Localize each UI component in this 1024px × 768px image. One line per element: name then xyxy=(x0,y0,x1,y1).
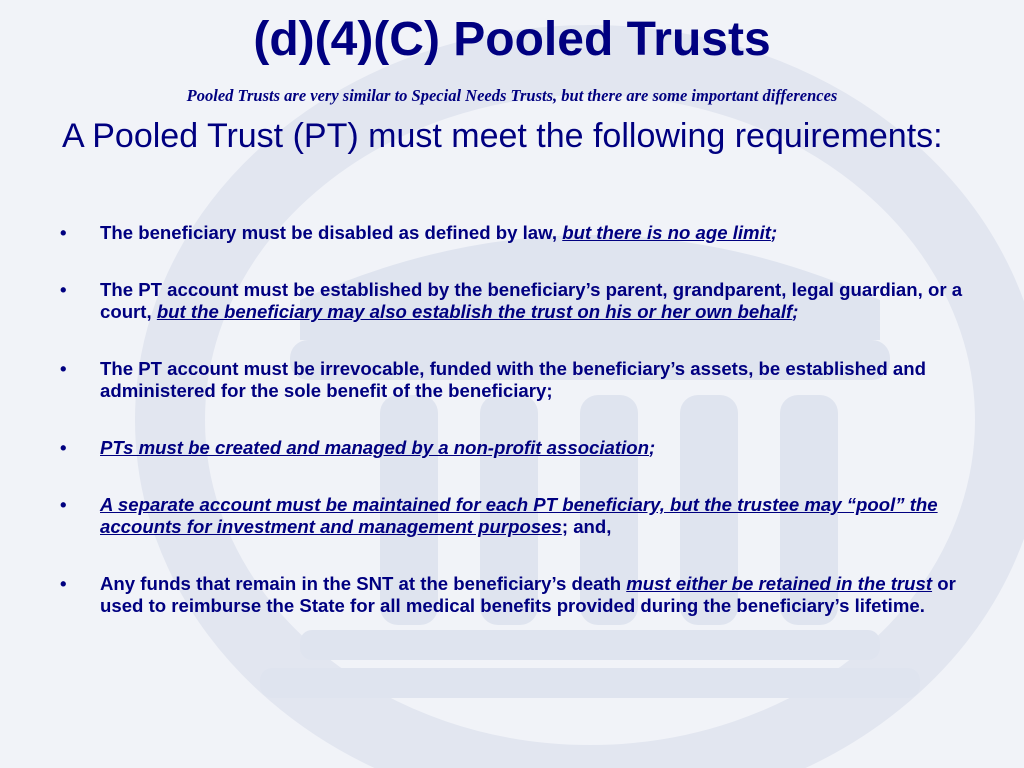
bullet-punctuation: ; xyxy=(770,222,778,243)
list-item xyxy=(60,437,965,459)
bullet-icon: • xyxy=(60,222,67,243)
slide-subtitle: Pooled Trusts are very similar to Special Needs Trusts, but there are some important differences xyxy=(186,86,838,105)
list-item xyxy=(60,358,965,402)
bullet-punctuation: ; xyxy=(792,301,799,322)
bullet-emphasis: but the beneficiary may also establish the trust on his or her own behalf xyxy=(156,301,793,322)
requirements-heading: A Pooled Trust (PT) must meet the following requirements: xyxy=(62,117,943,155)
bullet-emphasis: but there is no age limit xyxy=(562,222,771,243)
bullet-text: The PT account must be established by the beneficiary’s parent, grandparent, legal guardian, or a court, xyxy=(100,279,963,322)
slide-title: (d)(4)(C) Pooled Trusts xyxy=(253,13,771,66)
bullet-trailing-text: ; and, xyxy=(561,516,612,537)
bullet-icon: • xyxy=(60,573,67,594)
bullet-icon: • xyxy=(60,279,67,300)
bullet-icon: • xyxy=(60,358,67,379)
bullet-text: The PT account must be irrevocable, funded with the beneficiary’s assets, be established and administered for the sole benefit of the beneficiary; xyxy=(100,358,926,401)
bullet-emphasis: must either be retained in the trust xyxy=(626,573,933,594)
bullet-text: Any funds that remain in the SNT at the beneficiary’s death xyxy=(100,573,627,594)
bullet-punctuation: ; xyxy=(648,437,656,458)
bullet-text: The beneficiary must be disabled as defined by law, xyxy=(100,222,563,243)
list-item xyxy=(60,573,965,617)
list-item xyxy=(60,279,965,323)
bullet-emphasis: A separate account must be maintained for each PT beneficiary, but the trustee may “pool” the accounts for investment and management purposes xyxy=(100,494,938,537)
list-item xyxy=(60,494,965,538)
bullet-icon: • xyxy=(60,437,67,458)
requirements-list xyxy=(60,222,965,652)
list-item xyxy=(60,222,965,244)
bullet-icon: • xyxy=(60,494,67,515)
bullet-trailing-text: or used to reimburse the State for all medical benefits provided during the beneficiary’s lifetime. xyxy=(100,573,956,616)
bullet-emphasis: PTs must be created and managed by a non-profit association xyxy=(100,437,649,458)
